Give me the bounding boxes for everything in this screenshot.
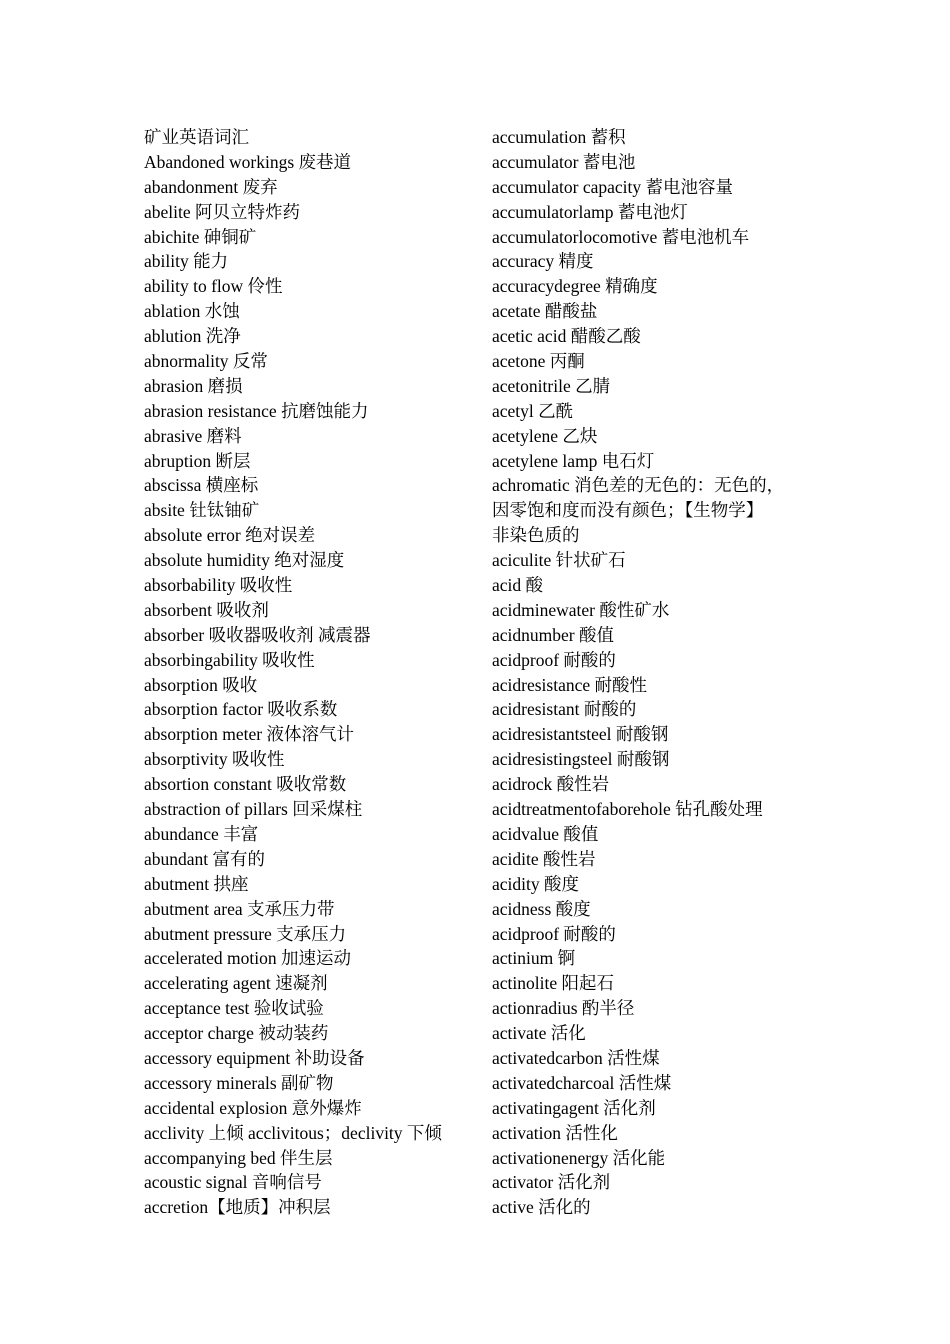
glossary-line-left-23: absorption 吸收	[144, 674, 258, 695]
glossary-line-left-8: ablation 水蚀	[144, 301, 240, 322]
glossary-line-right-37: activate 活化	[492, 1023, 586, 1044]
glossary-line-left-5: abichite 砷铜矿	[144, 226, 257, 247]
glossary-line-right-20: acidminewater 酸性矿水	[492, 599, 670, 620]
glossary-line-left-35: accelerating agent 速凝剂	[144, 973, 328, 994]
glossary-line-left-16: absite 钍钛铀矿	[144, 500, 260, 521]
glossary-line-right-13: acetylene 乙炔	[492, 425, 598, 446]
glossary-line-left-26: absorptivity 吸收性	[144, 749, 285, 770]
glossary-line-right-2: accumulator 蓄电池	[492, 151, 636, 172]
glossary-line-right-16: 因零饱和度而没有颜色；【生物学】	[492, 500, 764, 521]
glossary-line-right-42: activationenergy 活化能	[492, 1147, 666, 1168]
glossary-line-right-21: acidnumber 酸值	[492, 624, 614, 645]
glossary-line-left-32: abutment area 支承压力带	[144, 898, 335, 919]
glossary-line-right-3: accumulator capacity 蓄电池容量	[492, 176, 734, 197]
glossary-line-left-19: absorbability 吸收性	[144, 575, 293, 596]
glossary-line-right-9: acetic acid 醋酸乙酸	[492, 326, 641, 347]
glossary-line-left-3: abandonment 废弃	[144, 176, 278, 197]
glossary-line-right-35: actinolite 阳起石	[492, 973, 614, 994]
glossary-line-right-32: acidness 酸度	[492, 898, 591, 919]
glossary-line-left-4: abelite 阿贝立特炸药	[144, 201, 301, 222]
glossary-line-right-39: activatedcharcoal 活性煤	[492, 1072, 672, 1093]
glossary-line-left-37: acceptor charge 被动装药	[144, 1023, 329, 1044]
glossary-line-left-44: accretion【地质】冲积层	[144, 1197, 331, 1218]
glossary-line-right-8: acetate 醋酸盐	[492, 301, 598, 322]
glossary-line-left-30: abundant 富有的	[144, 848, 266, 869]
glossary-line-left-22: absorbingability 吸收性	[144, 649, 315, 670]
glossary-line-right-1: accumulation 蓄积	[492, 127, 626, 147]
glossary-line-left-12: abrasion resistance 抗磨蚀能力	[144, 400, 369, 421]
glossary-line-left-28: abstraction of pillars 回采煤柱	[144, 799, 363, 820]
glossary-line-right-6: accuracy 精度	[492, 251, 594, 272]
glossary-line-right-19: acid 酸	[492, 575, 544, 596]
glossary-line-left-11: abrasion 磨损	[144, 375, 243, 396]
glossary-line-right-4: accumulatorlamp 蓄电池灯	[492, 201, 688, 222]
glossary-line-right-15: achromatic 消色差的无色的：无色的，	[492, 475, 785, 496]
glossary-line-right-10: acetone 丙酮	[492, 351, 585, 372]
glossary-line-right-22: acidproof 耐酸的	[492, 649, 616, 670]
glossary-line-right-11: acetonitrile 乙腈	[492, 375, 611, 396]
glossary-line-right-34: actinium 锕	[492, 948, 576, 969]
right-column	[492, 125, 812, 1220]
glossary-line-left-25: absorption meter 液体溶气计	[144, 724, 354, 745]
glossary-line-right-25: acidresistantsteel 耐酸钢	[492, 724, 669, 745]
glossary-line-left-31: abutment 拱座	[144, 873, 249, 894]
glossary-line-right-36: actionradius 酌半径	[492, 998, 635, 1019]
glossary-line-right-43: activator 活化剂	[492, 1172, 611, 1193]
glossary-line-left-14: abruption 断层	[144, 450, 251, 471]
glossary-line-left-1: 矿业英语词汇	[144, 127, 249, 147]
glossary-line-left-6: ability 能力	[144, 251, 229, 272]
glossary-line-right-28: acidtreatmentofaborehole 钻孔酸处理	[492, 799, 763, 820]
glossary-line-right-14: acetylene lamp 电石灯	[492, 450, 655, 471]
glossary-line-left-42: accompanying bed 伴生层	[144, 1147, 333, 1168]
glossary-line-left-20: absorbent 吸收剂	[144, 599, 269, 620]
glossary-line-right-40: activatingagent 活化剂	[492, 1097, 656, 1118]
left-column	[144, 125, 474, 1220]
glossary-line-right-41: activation 活性化	[492, 1122, 618, 1143]
glossary-line-left-18: absolute humidity 绝对湿度	[144, 550, 345, 571]
glossary-line-left-38: accessory equipment 补助设备	[144, 1047, 365, 1068]
glossary-line-left-39: accessory minerals 副矿物	[144, 1072, 334, 1093]
glossary-line-left-27: absortion constant 吸收常数	[144, 774, 347, 795]
glossary-line-left-21: absorber 吸收器吸收剂 减震器	[144, 624, 371, 645]
glossary-line-left-40: accidental explosion 意外爆炸	[144, 1097, 362, 1118]
glossary-line-right-38: activatedcarbon 活性煤	[492, 1047, 660, 1068]
glossary-line-left-29: abundance 丰富	[144, 823, 259, 844]
glossary-line-left-24: absorption factor 吸收系数	[144, 699, 338, 720]
glossary-line-left-2: Abandoned workings 废巷道	[144, 151, 352, 172]
glossary-line-left-7: ability to flow 伶性	[144, 276, 283, 297]
glossary-line-right-44: active 活化的	[492, 1197, 591, 1218]
glossary-line-left-17: absolute error 绝对误差	[144, 525, 316, 546]
glossary-line-right-29: acidvalue 酸值	[492, 823, 599, 844]
glossary-line-right-18: aciculite 针状矿石	[492, 550, 626, 571]
glossary-line-right-30: acidite 酸性岩	[492, 848, 596, 869]
glossary-line-left-33: abutment pressure 支承压力	[144, 923, 347, 944]
glossary-line-right-7: accuracydegree 精确度	[492, 276, 658, 297]
glossary-line-right-12: acetyl 乙酰	[492, 400, 574, 421]
glossary-line-left-41: acclivity 上倾 acclivitous；declivity 下倾	[144, 1122, 442, 1143]
glossary-line-right-26: acidresistingsteel 耐酸钢	[492, 749, 670, 770]
glossary-line-left-34: accelerated motion 加速运动	[144, 948, 352, 969]
glossary-line-right-31: acidity 酸度	[492, 873, 579, 894]
glossary-line-right-17: 非染色质的	[492, 525, 580, 546]
glossary-line-left-10: abnormality 反常	[144, 351, 268, 372]
glossary-line-left-15: abscissa 横座标	[144, 475, 259, 496]
glossary-line-left-13: abrasive 磨料	[144, 425, 242, 446]
glossary-line-right-24: acidresistant 耐酸的	[492, 699, 637, 720]
glossary-line-right-5: accumulatorlocomotive 蓄电池机车	[492, 226, 750, 247]
glossary-line-right-23: acidresistance 耐酸性	[492, 674, 648, 695]
glossary-line-right-27: acidrock 酸性岩	[492, 774, 610, 795]
glossary-line-right-33: acidproof 耐酸的	[492, 923, 616, 944]
glossary-line-left-9: ablution 洗净	[144, 326, 241, 347]
glossary-line-left-36: acceptance test 验收试验	[144, 998, 324, 1019]
glossary-line-left-43: acoustic signal 音响信号	[144, 1172, 322, 1193]
